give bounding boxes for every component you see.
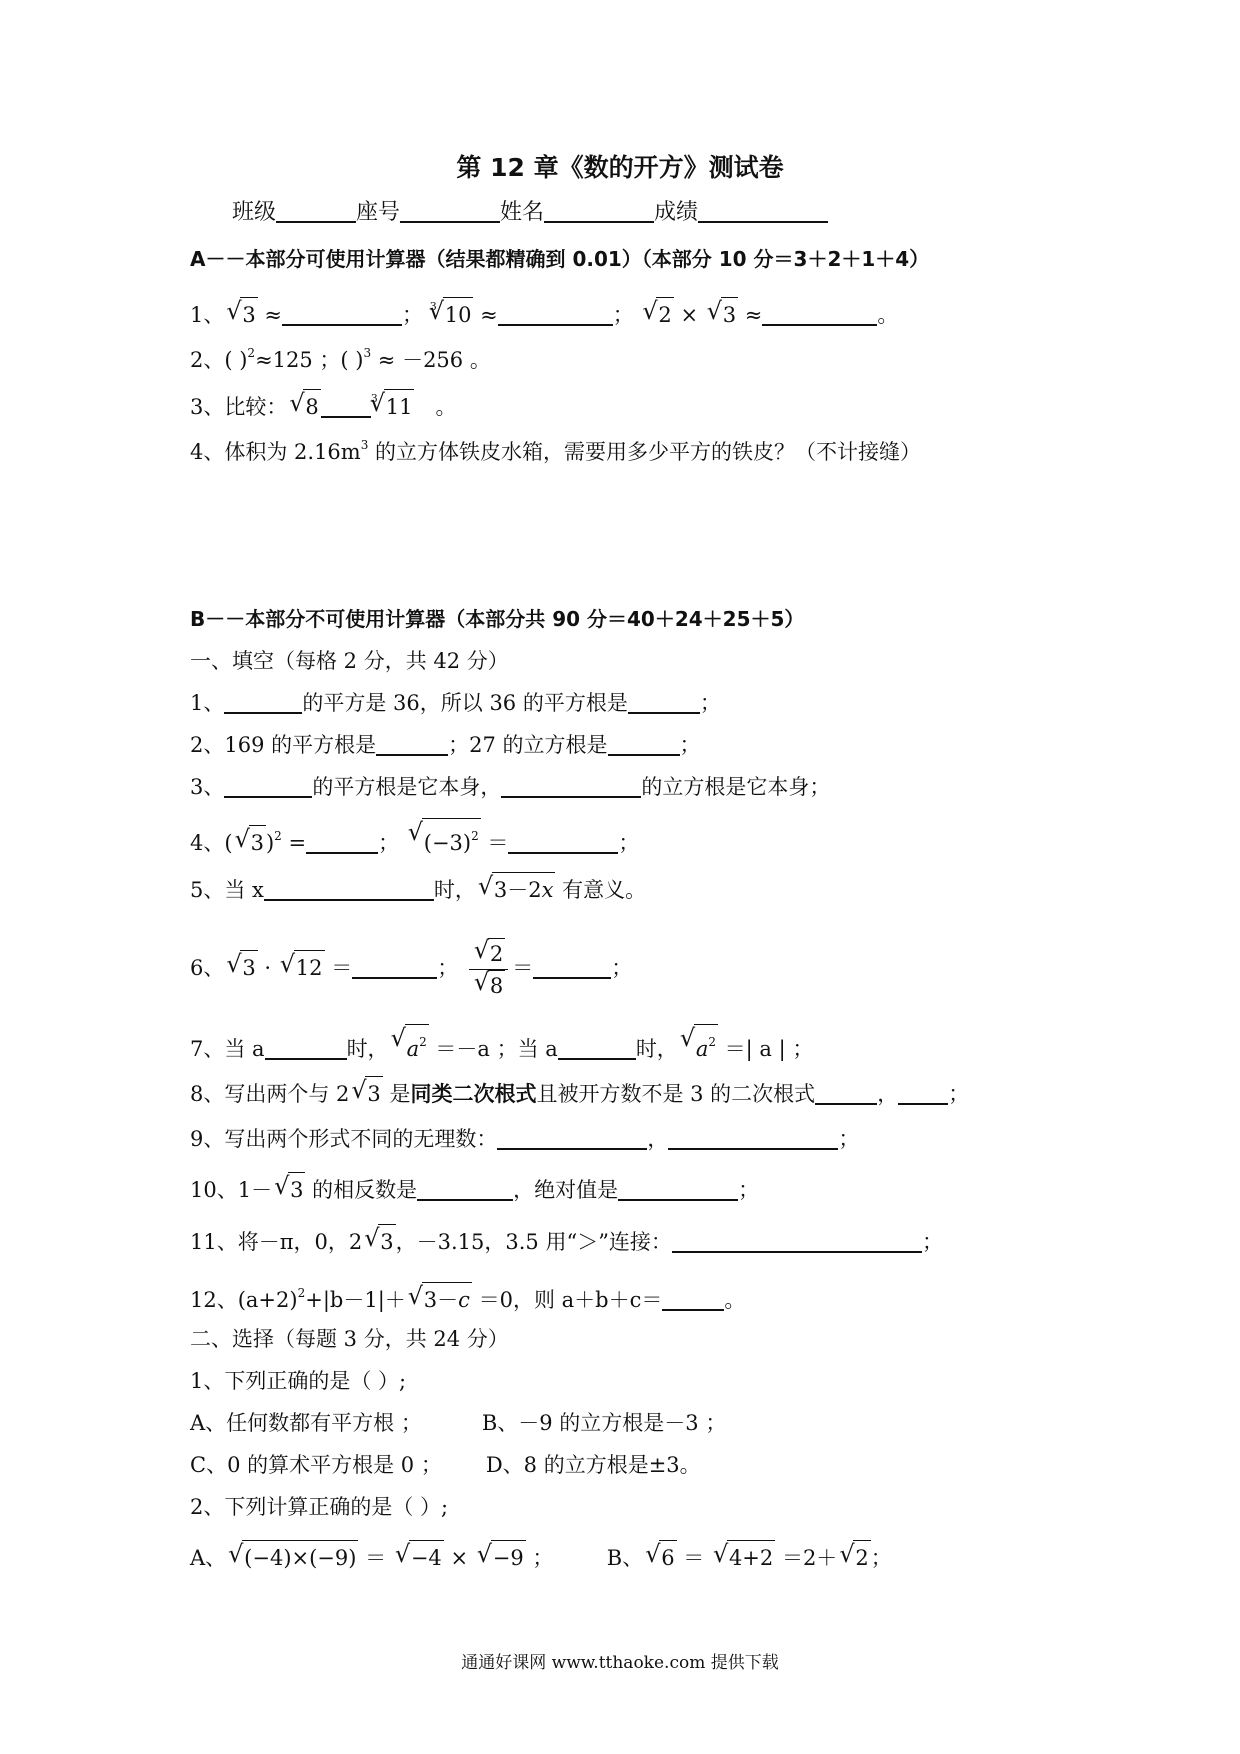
fill-in-header: 一、填空（每格 2 分，共 42 分） [190,649,509,673]
fill-question-9: 9、写出两个形式不同的无理数： ， ； [190,1127,860,1151]
fill-question-4: 4、(√ 3)$^2$ = ； √ $(-3)^2$ ＝ ； [190,818,639,860]
score-label: 成绩 [654,200,699,225]
answer-blank[interactable] [376,732,448,756]
question-a4: 4、体积为 $2.16m^3$ 的立方体铁皮水箱，需要用多少平方的铁皮？（不计接缝） [190,438,922,464]
option-a[interactable]: A、√ (−4)×(−9) ＝ √ −4 × √ −9 ； [190,1546,553,1570]
answer-blank[interactable] [306,830,378,854]
option-a[interactable]: A、任何数都有平方根 ； [190,1411,422,1435]
answer-blank[interactable] [352,955,437,979]
section-b-header: B－－本部分不可使用计算器（本部分共 90 分＝40＋24＋25＋5） [190,607,805,631]
answer-blank[interactable] [815,1081,877,1105]
answer-blank[interactable] [762,302,877,326]
seat-label: 座号 [356,200,401,225]
answer-blank[interactable] [264,877,434,901]
class-blank[interactable] [276,199,356,223]
choice-2-options-ab [190,1540,892,1575]
answer-blank[interactable] [417,1177,513,1201]
answer-blank[interactable] [497,1126,647,1150]
choice-1-options-cd [190,1448,701,1482]
question-a2: 2、( )$^2$≈125 ；( )$^3$ ≈ －256 。 [190,346,491,372]
answer-blank[interactable] [533,955,611,979]
answer-blank[interactable] [672,1229,922,1253]
fill-question-1: 1、 的平方是 36，所以 36 的平方根是 ； [190,691,721,715]
question-a3: 3、比较：√ 8 $^3$√ 11 。 [190,382,456,424]
answer-blank[interactable] [498,302,613,326]
fill-question-8: 8、写出两个与 2√ 3 是同类二次根式且被开方数不是 3 的二次根式 ， ； [190,1076,969,1111]
choice-question-2: 2、下列计算正确的是（ ）; [190,1495,449,1519]
answer-blank[interactable] [265,1036,347,1060]
answer-blank[interactable] [508,830,618,854]
name-label: 姓名 [500,200,545,225]
fill-question-5: 5、当 x 时，√ 3－2x 有意义。 [190,872,646,907]
fill-question-3: 3、 的平方根是它本身， 的立方根是它本身； [190,775,831,799]
answer-blank[interactable] [224,690,302,714]
name-blank[interactable] [544,199,654,223]
student-info-line [232,196,828,230]
answer-blank[interactable] [282,302,402,326]
answer-blank[interactable] [628,690,700,714]
class-label: 班级 [232,200,277,225]
answer-blank[interactable] [898,1081,948,1105]
choice-question-1: 1、下列正确的是（ ）; [190,1369,407,1393]
answer-blank[interactable] [558,1036,636,1060]
footer-credit: 通通好课网 www.tthaoke.com 提供下载 [461,1653,779,1673]
answer-blank[interactable] [618,1177,738,1201]
seat-blank[interactable] [400,199,500,223]
fill-question-10: 10、1－√ 3 的相反数是 ，绝对值是 ； [190,1172,759,1207]
fill-question-7: 7、当 a 时，√ $a^2 =-a$ ；当 a 时，√ $a^2$ ＝| a | ； [190,1024,813,1066]
answer-blank[interactable] [668,1126,838,1150]
option-c[interactable]: C、0 的算术平方根是 0 ； [190,1453,442,1477]
section-a-header: A－－本部分可使用计算器（结果都精确到 0.01）（本部分 10 分＝3＋2＋1＋4） [190,247,930,271]
answer-blank[interactable] [224,774,312,798]
fill-question-12: 12、$(a+2)^2+|b-1|+√$ 3－c ＝0，则 a＋b＋c＝ 。 [190,1276,745,1317]
page-title: 第 12 章《数的开方》测试卷 [456,153,784,182]
score-blank[interactable] [698,199,828,223]
fill-question-2: 2、169 的平方根是 ；27 的立方根是 ； [190,733,701,757]
answer-blank[interactable] [608,732,680,756]
option-d[interactable]: D、8 的立方根是±3。 [485,1453,701,1477]
fill-question-11: 11、将－π，0，2√ 3，－3.15，3.5 用“＞”连接： ； [190,1224,943,1259]
question-a1: 1、√ 3 ≈ ； $^3$√ 10 ≈ ； √ 2 × √ 3 ≈ 。 [190,290,898,332]
choice-header: 二、选择（每题 3 分，共 24 分） [190,1327,509,1351]
option-b[interactable]: B、－9 的立方根是－3 ； [481,1411,727,1435]
option-b[interactable]: B、√ 6 ＝ √ 4+2 ＝2＋√ 2； [607,1546,892,1570]
choice-1-options-ab [190,1406,726,1440]
answer-blank[interactable] [662,1287,724,1311]
answer-blank[interactable] [321,394,371,418]
answer-blank[interactable] [501,774,641,798]
fill-question-6: 6、√ 3 · √ 12 ＝ ； √ 2 √ 8 ＝ ； [190,938,632,1001]
